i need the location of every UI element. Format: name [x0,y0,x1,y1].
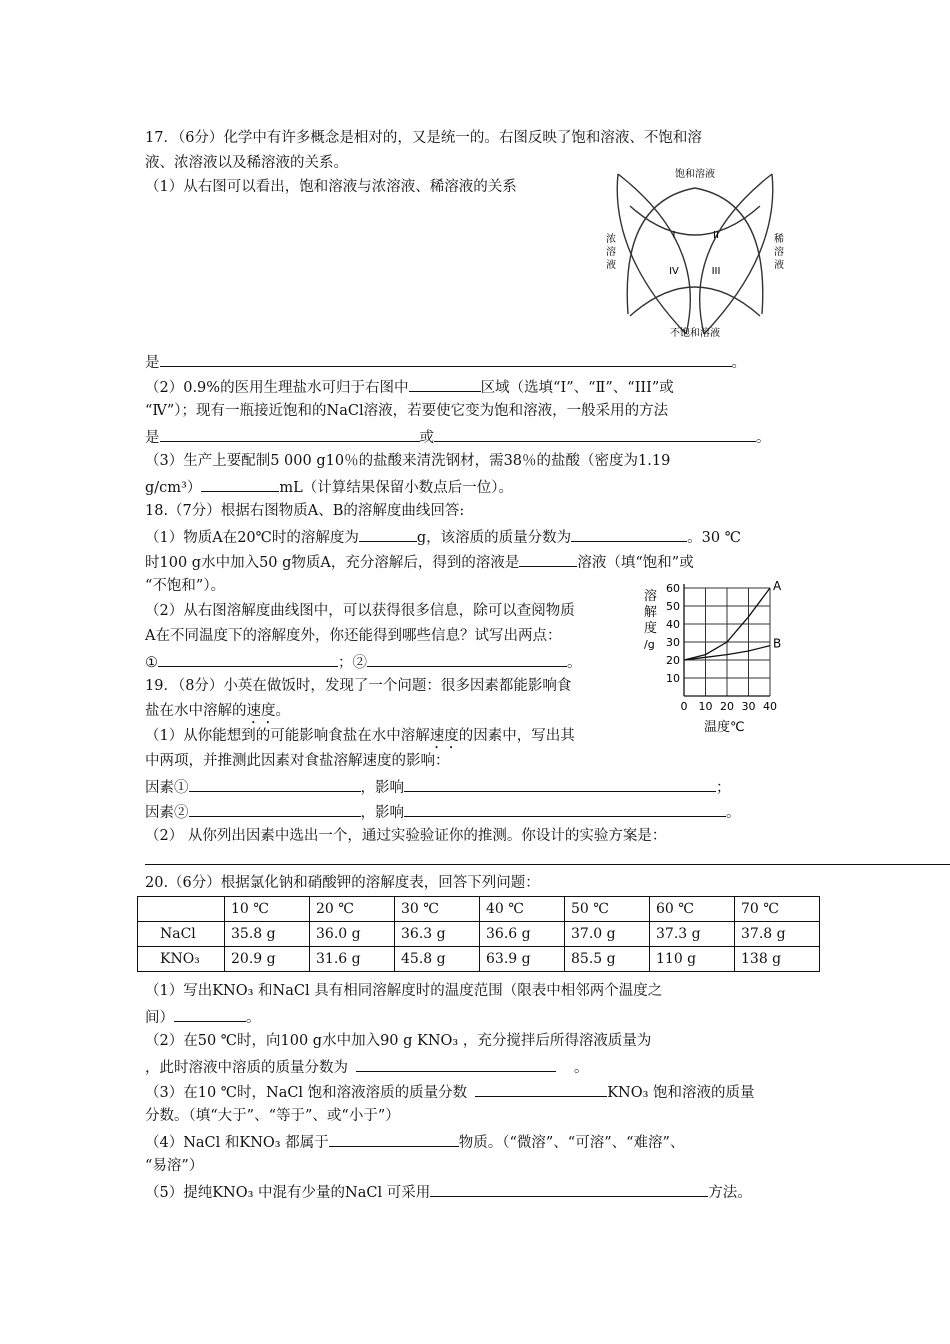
table-cell: 70 ℃ [735,897,820,922]
q20-p4-text: （4）NaCl 和KNO₃ 都属于 [145,1135,329,1151]
table-cell: 37.3 g [650,922,735,947]
table-cell: 60 ℃ [650,897,735,922]
diagram-label-right-1: 稀 [774,234,784,245]
answer-blank[interactable] [571,526,687,542]
q20-p2-cont [145,1056,589,1078]
table-cell: 36.0 g [310,922,395,947]
q18-line-5: （2）从右图溶解度曲线图中，可以获得很多信息，除可以查阅物质 [145,603,575,619]
q17-line-7-text: 或 [419,430,434,446]
answer-line[interactable] [145,864,950,865]
diagram-region-4: IV [669,266,679,277]
x-tick-label: 30 [741,700,756,713]
q20-p2: （2）在50 ℃时，向100 g水中加入90 g KNO₃ ，充分搅拌后所得溶液质量为 [145,1033,652,1049]
diagram-arc [630,287,760,316]
table-cell: NaCl [138,922,225,947]
q19-line-6 [145,801,741,823]
answer-blank[interactable] [160,426,420,442]
diagram-region-2: II [713,230,719,241]
answer-blank[interactable] [189,776,361,792]
table-cell: 31.6 g [310,947,395,972]
diagram-label-right-3: 液 [774,260,784,271]
q20-p5-text: （5）提纯KNO₃ 中混有少量的NaCl 可采用 [145,1185,431,1201]
table-cell [138,897,225,922]
q18-line-2-text: g，该溶质的质量分数为 [416,530,572,546]
y-tick-label: 30 [666,636,680,649]
x-tick-label: 40 [763,700,777,713]
y-tick-label: 10 [666,672,680,685]
table-cell: 138 g [735,947,820,972]
q19-line-3 [145,726,575,752]
table-cell: 50 ℃ [565,897,650,922]
answer-blank[interactable] [359,526,417,542]
answer-blank[interactable] [174,1006,246,1022]
diagram-label-left-2: 溶 [606,247,616,258]
y-axis-label-char: 溶 [644,589,658,604]
answer-blank[interactable] [189,801,361,817]
q17-line-9-text: g/cm³） [145,480,202,496]
q17-line-7-text: 是 [145,430,160,446]
q18-line-1: 18.（7分）根据右图物质A、B的溶解度曲线回答: [145,503,465,519]
answer-blank[interactable] [404,801,726,817]
diagram-region-3: III [711,266,721,277]
q20-p3-cont: 分数。（填“大于”、“等于”、或“小于”） [145,1108,400,1124]
q19-line-4: 中两项，并推测此因素对食盐溶解速度的影响： [145,753,450,769]
q20-p1-text: 间） [145,1010,174,1026]
y-tick-label: 60 [666,582,680,595]
x-tick-label: 0 [680,700,688,713]
q20-p4-cont: “易溶”） [145,1158,204,1174]
q17-line-7 [145,426,771,448]
answer-blank[interactable] [367,651,567,667]
q17-line-6: “Ⅳ”）；现有一瓶接近饱和的NaCl溶液，若要使它变为饱和溶液，一般采用的方法 [145,403,669,419]
series-label-B: B [773,636,782,651]
q18-line-4: “不饱和”）。 [145,578,226,594]
table-cell: 20.9 g [225,947,310,972]
table-cell: 35.8 g [225,922,310,947]
q18-line-2-text: 。30 ℃ [687,530,741,546]
answer-blank[interactable] [160,351,732,367]
table-cell: KNO₃ [138,947,225,972]
table-cell: 20 ℃ [310,897,395,922]
q19-line-1: 19．（8分）小英在做饭时，发现了一个问题：很多因素都能影响食 [145,678,572,694]
table-cell: 36.3 g [395,922,480,947]
q19-line-7: （2） 从你列出因素中选出一个，通过实验验证你的推测。你设计的实验方案是： [145,828,667,844]
y-axis-label-char: 度 [644,621,658,636]
table-cell: 37.0 g [565,922,650,947]
diagram-label-right-2: 溶 [774,247,784,258]
answer-blank[interactable] [404,776,716,792]
q20-p2-text: 。 [574,1060,589,1076]
y-tick-label: 50 [666,600,680,613]
q19-line-3-text: （1）从你能想到的可能影响食盐在水中溶解 [145,728,430,744]
y-tick-label: 40 [666,618,680,631]
q17-line-9 [145,476,513,498]
answer-blank[interactable] [475,1081,607,1097]
q17-line-1: 17．（6分）化学中有许多概念是相对的，又是统一的。右图反映了饱和溶液、不饱和溶 [145,130,702,146]
solubility-table [137,896,820,972]
diagram-arc [630,206,760,235]
q19-emphasis: 速度 [246,703,276,719]
q19-line-5 [145,776,731,798]
table-cell: 10 ℃ [225,897,310,922]
q20-title: 20.（6分）根据氯化钠和硝酸钾的溶解度表，回答下列问题： [145,875,540,891]
q17-line-5-text: （2）0.9%的医用生理盐水可归于右图中 [145,380,409,396]
q18-line-7 [145,651,582,673]
q20-p1-text: 。 [246,1010,261,1026]
diagram-region-1: I [672,230,676,241]
diagram-label-left-3: 液 [606,260,616,271]
q20-p3-text: KNO₃ 饱和溶液的质量 [607,1085,755,1101]
q19-line-2 [145,701,290,727]
diagram-arc [700,174,772,334]
q20-p2-text: ，此时溶液中溶质的质量分数为 [145,1060,348,1076]
x-axis-label: 温度℃ [704,720,745,735]
q20-p5 [145,1181,752,1203]
q19-line-6-text: 因素② [145,805,189,821]
q17-line-9-text: mL（计算结果保留小数点后一位）。 [279,480,513,496]
q17-line-4-end: 。 [731,355,746,371]
table-header-row [138,897,820,922]
q19-line-5-text: 因素① [145,780,189,796]
answer-blank[interactable] [430,1181,708,1197]
table-cell: 85.5 g [565,947,650,972]
q18-line-2 [145,526,741,548]
q20-p1-cont [145,1006,261,1028]
answer-blank[interactable] [519,551,577,567]
answer-blank[interactable] [158,651,338,667]
answer-blank[interactable] [409,376,481,392]
y-tick-label: 20 [666,654,680,667]
q19-line-6-text: ，影响 [360,805,404,821]
q17-line-2: 液、浓溶液以及稀溶液的关系。 [145,155,348,171]
x-tick-label: 10 [698,700,713,713]
q17-line-7-end: 。 [756,430,771,446]
answer-blank[interactable] [329,1131,459,1147]
q20-p5-text: 方法。 [708,1185,752,1201]
answer-blank[interactable] [434,426,756,442]
q20-p4 [145,1131,684,1153]
q20-p3 [145,1081,755,1103]
q18-line-6: A在不同温度下的溶解度外，你还能得到哪些信息？试写出两点： [145,628,562,644]
q19-line-5-text: ，影响 [360,780,404,796]
diagram-arc [618,174,690,334]
answer-blank[interactable] [201,476,279,492]
table-row [138,922,820,947]
q18-line-3-text: 溶液（填“饱和”或 [577,555,694,571]
table-cell: 30 ℃ [395,897,480,922]
q17-line-4-text: 是 [145,355,160,371]
y-axis-label-unit: /g [644,638,655,651]
q17-line-3: （1）从右图可以看出，饱和溶液与浓溶液、稀溶液的关系 [145,179,517,195]
answer-blank[interactable] [356,1056,556,1072]
q18-line-7-text: ① [145,655,158,671]
solubility-chart [642,578,794,738]
q18-line-3 [145,551,694,573]
table-row [138,947,820,972]
diagram-label-left-1: 浓 [606,234,616,245]
q20-p3-text: （3）在10 ℃时，NaCl 饱和溶液溶质的质量分数 [145,1085,468,1101]
q17-line-4 [145,351,746,373]
x-tick-label: 20 [720,700,734,713]
table-cell: 36.6 g [480,922,565,947]
q18-line-3-text: 时100 g水中加入50 g物质A，充分溶解后，得到的溶液是 [145,555,520,571]
q19-line-5-text: ； [716,780,731,796]
series-label-A: A [773,579,782,593]
q19-line-3-text: 的因素中，写出其 [458,728,575,744]
q17-line-5-text: 区域（选填“Ⅰ”、“Ⅱ”、“III”或 [480,380,674,396]
q19-line-2-text: 。 [275,703,290,719]
y-axis-label-char: 解 [644,605,658,620]
q17-line-5 [145,376,674,398]
table-cell: 40 ℃ [480,897,565,922]
table-cell: 110 g [650,947,735,972]
q18-line-7-text: ；② [338,655,367,671]
table-cell: 37.8 g [735,922,820,947]
q17-line-8: （3）生产上要配制5 000 g10％的盐酸来清洗钢材，需38％的盐酸（密度为1.19 [145,453,671,469]
q20-p4-text: 物质。（“微溶”、“可溶”、“难溶”、 [458,1135,685,1151]
q18-line-7-text: 。 [567,655,582,671]
q19-line-6-text: 。 [726,805,741,821]
diagram-label-bottom: 不饱和溶液 [670,328,720,339]
q20-p1: （1）写出KNO₃ 和NaCl 具有相同溶解度时的温度范围（限表中相邻两个温度之 [145,983,663,999]
table-cell: 45.8 g [395,947,480,972]
q19-line-2-text: 盐在水中溶解的 [145,703,247,719]
q19-emphasis: 速度 [429,728,459,744]
diagram-label-top: 饱和溶液 [675,169,715,180]
q18-line-2-text: （1）物质A在20℃时的溶解度为 [145,530,359,546]
table-cell: 63.9 g [480,947,565,972]
solution-relation-diagram [600,166,790,344]
